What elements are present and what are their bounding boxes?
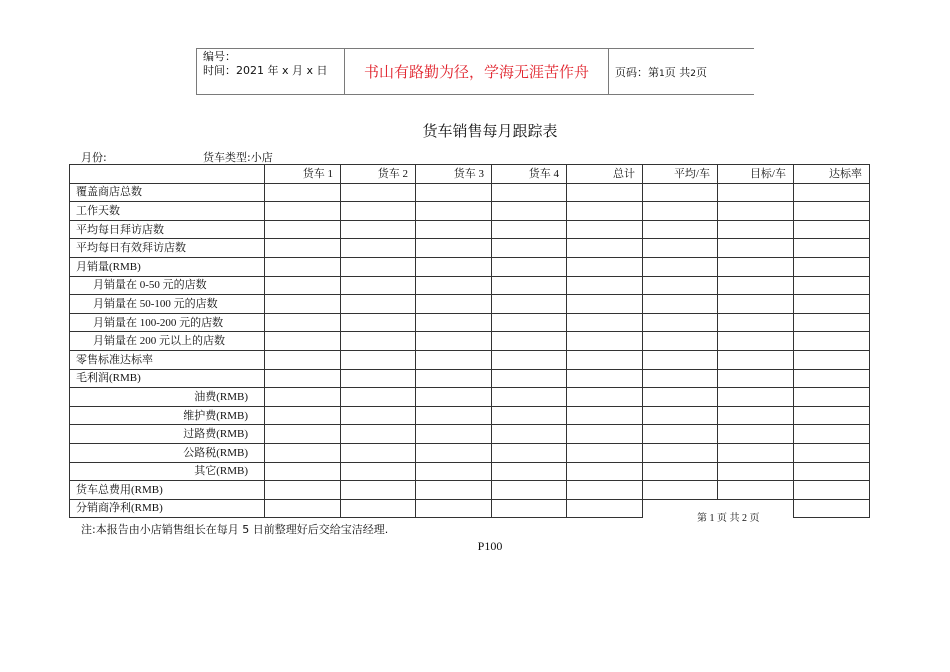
page-prefix: 页码：第 xyxy=(615,65,659,79)
column-header: 货车 3 xyxy=(416,165,492,184)
column-header: 平均/车 xyxy=(643,165,718,184)
table-row xyxy=(70,220,870,239)
data-cell[interactable] xyxy=(341,257,416,276)
footer-code: P100 xyxy=(477,539,503,553)
data-cell[interactable] xyxy=(567,202,643,221)
data-cell[interactable] xyxy=(794,481,870,500)
data-cell[interactable] xyxy=(718,406,794,425)
table-row xyxy=(70,313,870,332)
data-cell[interactable] xyxy=(794,443,870,462)
data-cell[interactable] xyxy=(416,313,492,332)
data-cell[interactable] xyxy=(794,425,870,444)
data-cell[interactable] xyxy=(567,443,643,462)
data-cell[interactable] xyxy=(265,350,341,369)
row-label: 月销量在 0-50 元的店数 xyxy=(70,276,265,295)
data-cell[interactable] xyxy=(492,239,567,258)
data-cell[interactable] xyxy=(341,220,416,239)
data-cell[interactable] xyxy=(794,462,870,481)
data-cell[interactable] xyxy=(416,202,492,221)
data-cell[interactable] xyxy=(265,332,341,351)
data-cell[interactable] xyxy=(492,481,567,500)
data-cell[interactable] xyxy=(718,202,794,221)
data-cell[interactable] xyxy=(643,220,718,239)
data-cell[interactable] xyxy=(492,313,567,332)
header-corner-cell xyxy=(70,165,265,184)
table-row xyxy=(70,239,870,258)
data-cell[interactable] xyxy=(794,388,870,407)
data-cell[interactable] xyxy=(643,462,718,481)
data-cell[interactable] xyxy=(341,406,416,425)
data-cell[interactable] xyxy=(416,369,492,388)
page-footer-mark: 第 1 页 共 2 页 xyxy=(697,513,760,524)
data-cell[interactable] xyxy=(567,481,643,500)
motto: 书山有路勤为径，学海无涯苦作舟 xyxy=(345,49,609,95)
data-cell[interactable] xyxy=(718,332,794,351)
data-cell[interactable] xyxy=(567,332,643,351)
table-row xyxy=(70,443,870,462)
data-cell[interactable] xyxy=(794,499,870,518)
table-row xyxy=(70,295,870,314)
data-cell[interactable] xyxy=(265,257,341,276)
data-cell[interactable] xyxy=(794,276,870,295)
row-label: 油费(RMB) xyxy=(70,388,265,407)
table-row xyxy=(70,183,870,202)
data-cell[interactable] xyxy=(718,276,794,295)
data-cell[interactable] xyxy=(718,350,794,369)
data-cell[interactable] xyxy=(794,202,870,221)
data-cell[interactable] xyxy=(718,425,794,444)
data-cell[interactable] xyxy=(643,369,718,388)
row-label: 公路税(RMB) xyxy=(70,443,265,462)
data-cell[interactable] xyxy=(265,406,341,425)
data-cell[interactable] xyxy=(492,425,567,444)
row-label: 月销量在 200 元以上的店数 xyxy=(70,332,265,351)
column-header: 目标/车 xyxy=(718,165,794,184)
row-label: 平均每日拜访店数 xyxy=(70,220,265,239)
data-cell[interactable] xyxy=(567,388,643,407)
data-cell[interactable] xyxy=(416,183,492,202)
data-cell[interactable] xyxy=(416,276,492,295)
data-cell[interactable] xyxy=(567,350,643,369)
data-cell[interactable] xyxy=(794,257,870,276)
data-cell[interactable] xyxy=(416,332,492,351)
data-cell[interactable] xyxy=(643,276,718,295)
data-cell[interactable] xyxy=(718,313,794,332)
row-label: 平均每日有效拜访店数 xyxy=(70,239,265,258)
row-label: 月销量在 50-100 元的店数 xyxy=(70,295,265,314)
data-cell[interactable] xyxy=(492,388,567,407)
data-cell[interactable] xyxy=(643,350,718,369)
table-row xyxy=(70,425,870,444)
data-cell[interactable] xyxy=(794,295,870,314)
data-cell[interactable] xyxy=(492,202,567,221)
data-cell[interactable] xyxy=(341,369,416,388)
truck-type-label: 货车类型:小店 xyxy=(203,151,273,164)
table-row xyxy=(70,388,870,407)
data-cell[interactable] xyxy=(416,220,492,239)
data-cell[interactable] xyxy=(718,369,794,388)
data-cell[interactable] xyxy=(794,220,870,239)
data-cell[interactable] xyxy=(718,462,794,481)
data-cell[interactable] xyxy=(416,295,492,314)
table-row xyxy=(70,202,870,221)
row-label: 货车总费用(RMB) xyxy=(70,481,265,500)
data-cell[interactable] xyxy=(492,220,567,239)
data-cell[interactable] xyxy=(718,257,794,276)
data-cell[interactable] xyxy=(643,183,718,202)
data-cell[interactable] xyxy=(643,425,718,444)
table-row xyxy=(70,369,870,388)
header-info-cell xyxy=(197,49,345,95)
data-cell[interactable] xyxy=(341,481,416,500)
data-cell[interactable] xyxy=(341,443,416,462)
data-cell[interactable] xyxy=(265,239,341,258)
data-cell[interactable] xyxy=(341,388,416,407)
data-cell[interactable] xyxy=(643,257,718,276)
table-row xyxy=(70,406,870,425)
data-cell[interactable] xyxy=(643,332,718,351)
data-cell[interactable] xyxy=(718,183,794,202)
data-cell[interactable] xyxy=(341,239,416,258)
data-cell[interactable] xyxy=(492,462,567,481)
row-label: 零售标准达标率 xyxy=(70,350,265,369)
column-header: 总计 xyxy=(567,165,643,184)
data-cell[interactable] xyxy=(492,406,567,425)
data-cell[interactable] xyxy=(416,388,492,407)
data-cell[interactable] xyxy=(341,313,416,332)
data-cell[interactable] xyxy=(643,406,718,425)
row-label: 覆盖商店总数 xyxy=(70,183,265,202)
data-cell[interactable] xyxy=(643,388,718,407)
row-label: 月销量(RMB) xyxy=(70,257,265,276)
data-cell[interactable] xyxy=(567,406,643,425)
table-row xyxy=(70,462,870,481)
data-cell[interactable] xyxy=(567,425,643,444)
row-label: 维护费(RMB) xyxy=(70,406,265,425)
data-cell[interactable] xyxy=(567,462,643,481)
data-cell[interactable] xyxy=(643,443,718,462)
data-cell[interactable] xyxy=(341,462,416,481)
data-cell[interactable] xyxy=(265,481,341,500)
data-cell[interactable] xyxy=(341,276,416,295)
data-cell[interactable] xyxy=(341,332,416,351)
column-header: 达标率 xyxy=(794,165,870,184)
data-cell[interactable] xyxy=(794,239,870,258)
data-cell[interactable] xyxy=(341,499,416,518)
data-cell[interactable] xyxy=(492,350,567,369)
data-cell[interactable] xyxy=(416,425,492,444)
data-cell[interactable] xyxy=(718,239,794,258)
data-cell[interactable] xyxy=(718,295,794,314)
data-cell[interactable] xyxy=(718,443,794,462)
table-header-row xyxy=(70,165,870,184)
month-label: 月份: xyxy=(81,151,107,164)
data-cell[interactable] xyxy=(643,313,718,332)
table-row xyxy=(70,350,870,369)
data-cell[interactable] xyxy=(416,499,492,518)
data-cell[interactable] xyxy=(265,443,341,462)
data-cell[interactable] xyxy=(416,406,492,425)
data-cell[interactable] xyxy=(265,462,341,481)
data-cell[interactable] xyxy=(567,295,643,314)
data-cell[interactable] xyxy=(718,481,794,500)
data-cell[interactable] xyxy=(794,183,870,202)
tracking-table xyxy=(69,164,870,518)
row-label: 毛利润(RMB) xyxy=(70,369,265,388)
data-cell[interactable] xyxy=(416,350,492,369)
data-cell[interactable] xyxy=(341,350,416,369)
data-cell[interactable] xyxy=(567,239,643,258)
page-indicator xyxy=(609,49,755,95)
data-cell[interactable] xyxy=(492,257,567,276)
data-cell[interactable] xyxy=(416,462,492,481)
data-cell[interactable] xyxy=(567,183,643,202)
data-cell[interactable] xyxy=(718,220,794,239)
data-cell[interactable] xyxy=(718,388,794,407)
data-cell[interactable] xyxy=(416,443,492,462)
column-header: 货车 4 xyxy=(492,165,567,184)
page-current: 1 xyxy=(659,68,665,79)
row-label: 月销量在 100-200 元的店数 xyxy=(70,313,265,332)
report-note: 注:本报告由小店销售组长在每月 5 日前整理好后交给宝洁经理. xyxy=(81,523,389,536)
table-row xyxy=(70,276,870,295)
data-cell[interactable] xyxy=(341,202,416,221)
column-header: 货车 2 xyxy=(341,165,416,184)
page-title: 货车销售每月跟踪表 xyxy=(422,122,558,140)
data-cell[interactable] xyxy=(265,388,341,407)
data-cell[interactable] xyxy=(265,183,341,202)
data-cell[interactable] xyxy=(643,202,718,221)
data-cell[interactable] xyxy=(341,425,416,444)
row-label: 工作天数 xyxy=(70,202,265,221)
page-total: 2 xyxy=(690,68,696,79)
data-cell[interactable] xyxy=(492,369,567,388)
data-cell[interactable] xyxy=(567,220,643,239)
data-cell[interactable] xyxy=(265,276,341,295)
data-cell[interactable] xyxy=(794,406,870,425)
data-cell[interactable] xyxy=(265,220,341,239)
data-cell[interactable] xyxy=(265,202,341,221)
data-cell[interactable] xyxy=(567,369,643,388)
data-cell[interactable] xyxy=(567,257,643,276)
data-cell[interactable] xyxy=(643,481,718,500)
data-cell[interactable] xyxy=(416,481,492,500)
table-row xyxy=(70,257,870,276)
page-suffix: 页 xyxy=(695,65,707,79)
data-cell[interactable] xyxy=(492,276,567,295)
document-header xyxy=(196,48,754,95)
data-cell[interactable] xyxy=(492,443,567,462)
data-cell[interactable] xyxy=(265,369,341,388)
data-cell[interactable] xyxy=(492,499,567,518)
page-mid: 页 共 xyxy=(664,65,691,79)
data-cell[interactable] xyxy=(567,276,643,295)
data-cell[interactable] xyxy=(416,239,492,258)
data-cell[interactable] xyxy=(265,295,341,314)
row-label: 过路费(RMB) xyxy=(70,425,265,444)
data-cell[interactable] xyxy=(567,313,643,332)
data-cell[interactable] xyxy=(265,499,341,518)
time-label: 时间：2021 年 x 月 x 日 xyxy=(203,64,328,77)
data-cell[interactable] xyxy=(492,295,567,314)
data-cell[interactable] xyxy=(341,295,416,314)
data-cell[interactable] xyxy=(794,369,870,388)
column-header: 货车 1 xyxy=(265,165,341,184)
number-label: 编号： xyxy=(203,50,236,63)
data-cell[interactable] xyxy=(341,183,416,202)
data-cell[interactable] xyxy=(265,425,341,444)
data-cell[interactable] xyxy=(265,313,341,332)
row-label: 分销商净利(RMB) xyxy=(70,499,265,518)
data-cell[interactable] xyxy=(567,499,643,518)
table-row xyxy=(70,481,870,500)
data-cell[interactable] xyxy=(643,239,718,258)
data-cell[interactable] xyxy=(416,257,492,276)
data-cell[interactable] xyxy=(492,332,567,351)
data-cell[interactable] xyxy=(794,332,870,351)
data-cell[interactable] xyxy=(794,313,870,332)
data-cell[interactable] xyxy=(492,183,567,202)
row-label: 其它(RMB) xyxy=(70,462,265,481)
table-row xyxy=(70,332,870,351)
data-cell[interactable] xyxy=(794,350,870,369)
data-cell[interactable] xyxy=(643,295,718,314)
